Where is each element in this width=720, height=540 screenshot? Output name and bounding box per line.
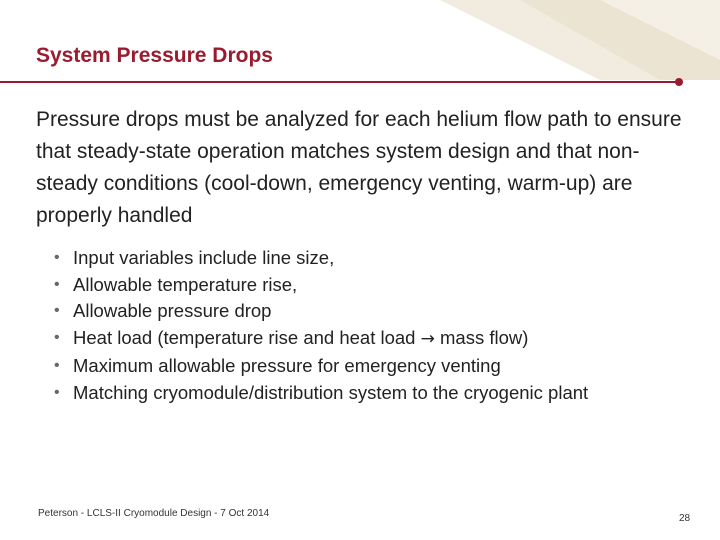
list-item — [54, 325, 674, 352]
bullet-text: Allowable pressure drop — [73, 300, 272, 321]
bullet-text: Input variables include line size, — [73, 247, 335, 268]
bullet-text: Maximum allowable pressure for emergency venting — [73, 355, 501, 376]
bullet-text: Allowable temperature rise, — [73, 273, 298, 295]
bullet-dot: • — [54, 302, 60, 319]
list-item — [54, 380, 674, 405]
bullet-dot: • — [54, 328, 60, 346]
list-item — [54, 353, 674, 378]
divider-end-dot — [675, 78, 683, 86]
title-divider — [0, 81, 678, 83]
bullet-dot: • — [54, 275, 60, 293]
bullet-list — [54, 245, 674, 406]
list-item — [54, 272, 674, 297]
intro-paragraph: Pressure drops must be analyzed for each helium flow path to ensure that steady-state operation matches system design and that non-steady conditions (cool-down, emergency venting, warm-up) are properly handled — [36, 108, 682, 227]
bullet-dot: • — [54, 383, 60, 401]
slide-footer: Peterson - LCLS-II Cryomodule Design - 7 Oct 2014 — [38, 508, 270, 519]
page-number: 28 — [679, 513, 691, 524]
slide-title: System Pressure Drops — [36, 44, 273, 67]
header-decoration — [0, 0, 720, 80]
list-item — [54, 245, 674, 270]
bullet-dot: • — [54, 249, 60, 266]
bullet-text-after: mass flow) — [434, 326, 529, 348]
right-arrow-icon: → — [420, 328, 435, 349]
list-item — [54, 298, 674, 323]
bullet-text: Matching cryomodule/distribution system to the cryogenic plant — [73, 381, 589, 403]
bullet-text-before: Heat load (temperature rise and heat load — [73, 326, 416, 348]
bullet-dot: • — [54, 357, 60, 374]
